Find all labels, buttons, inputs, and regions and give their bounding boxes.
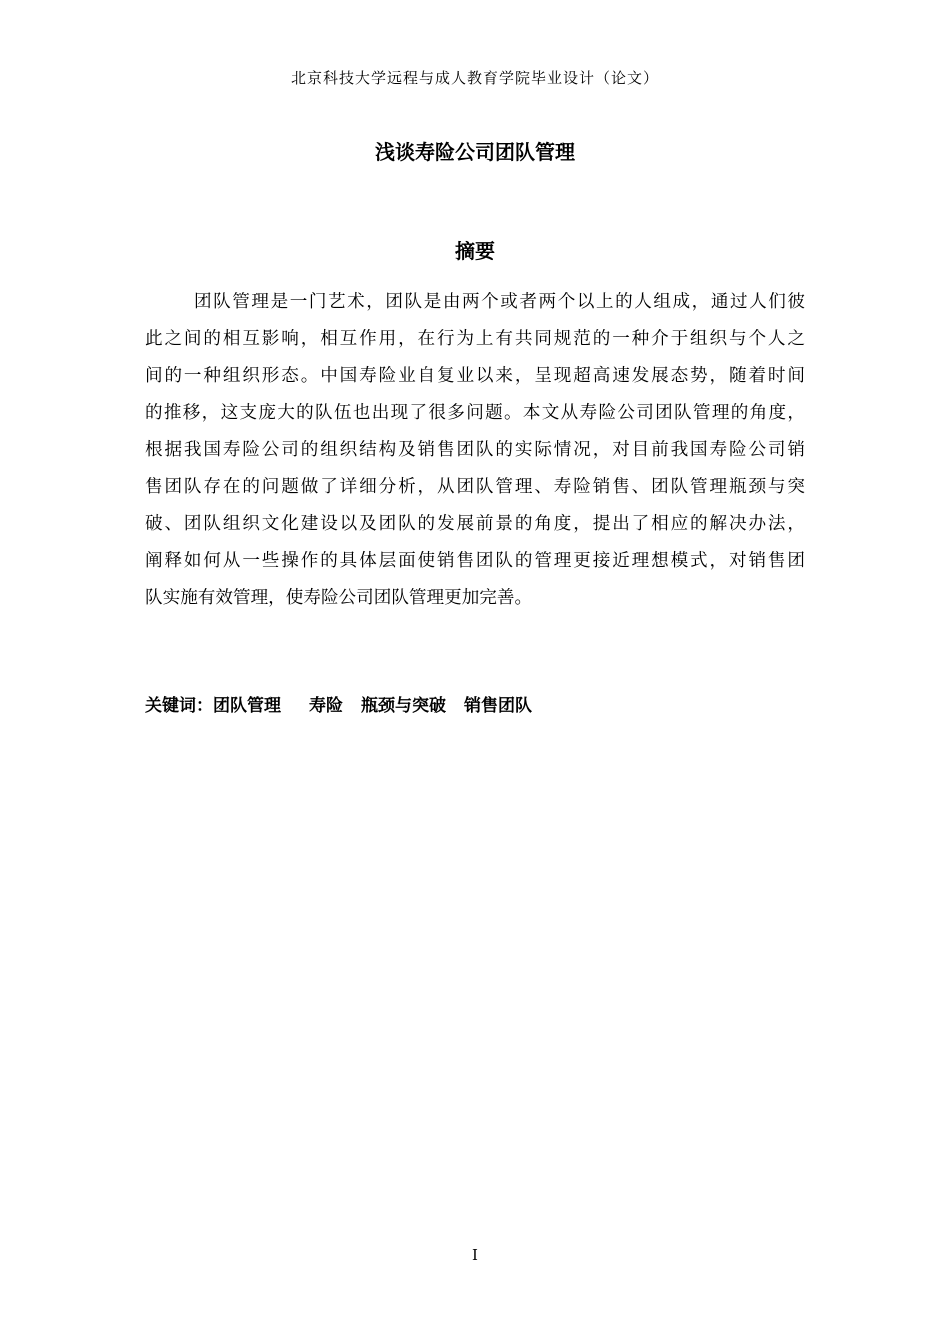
abstract-line: 破、团队组织文化建设以及团队的发展前景的角度，提出了相应的解决办法，	[145, 514, 805, 534]
abstract-line: 此之间的相互影响，相互作用，在行为上有共同规范的一种介于组织与个人之	[145, 329, 805, 349]
paper-title: 浅谈寿险公司团队管理	[375, 140, 575, 164]
keyword-item: 寿险	[309, 696, 343, 716]
keywords-label: 关键词：	[145, 696, 213, 716]
page-number: I	[472, 1246, 478, 1264]
running-header: 北京科技大学远程与成人教育学院毕业设计（论文）	[290, 69, 659, 87]
abstract-line: 队实施有效管理，使寿险公司团队管理更加完善。	[145, 588, 533, 608]
abstract-line: 售团队存在的问题做了详细分析，从团队管理、寿险销售、团队管理瓶颈与突	[145, 477, 805, 497]
abstract-heading: 摘要	[455, 239, 495, 263]
abstract-body	[145, 284, 805, 617]
abstract-line: 阐释如何从一些操作的具体层面使销售团队的管理更接近理想模式，对销售团	[145, 551, 805, 571]
abstract-line: 根据我国寿险公司的组织结构及销售团队的实际情况，对目前我国寿险公司销	[145, 440, 805, 460]
keyword-item: 团队管理	[213, 696, 281, 716]
keywords	[145, 692, 532, 720]
abstract-line: 团队管理是一门艺术，团队是由两个或者两个以上的人组成，通过人们彼	[194, 292, 805, 312]
abstract-line: 间的一种组织形态。中国寿险业自复业以来，呈现超高速发展态势，随着时间	[145, 366, 805, 386]
keyword-item: 瓶颈与突破	[361, 696, 446, 716]
keyword-item: 销售团队	[464, 696, 532, 716]
abstract-line: 的推移，这支庞大的队伍也出现了很多问题。本文从寿险公司团队管理的角度，	[145, 403, 805, 423]
